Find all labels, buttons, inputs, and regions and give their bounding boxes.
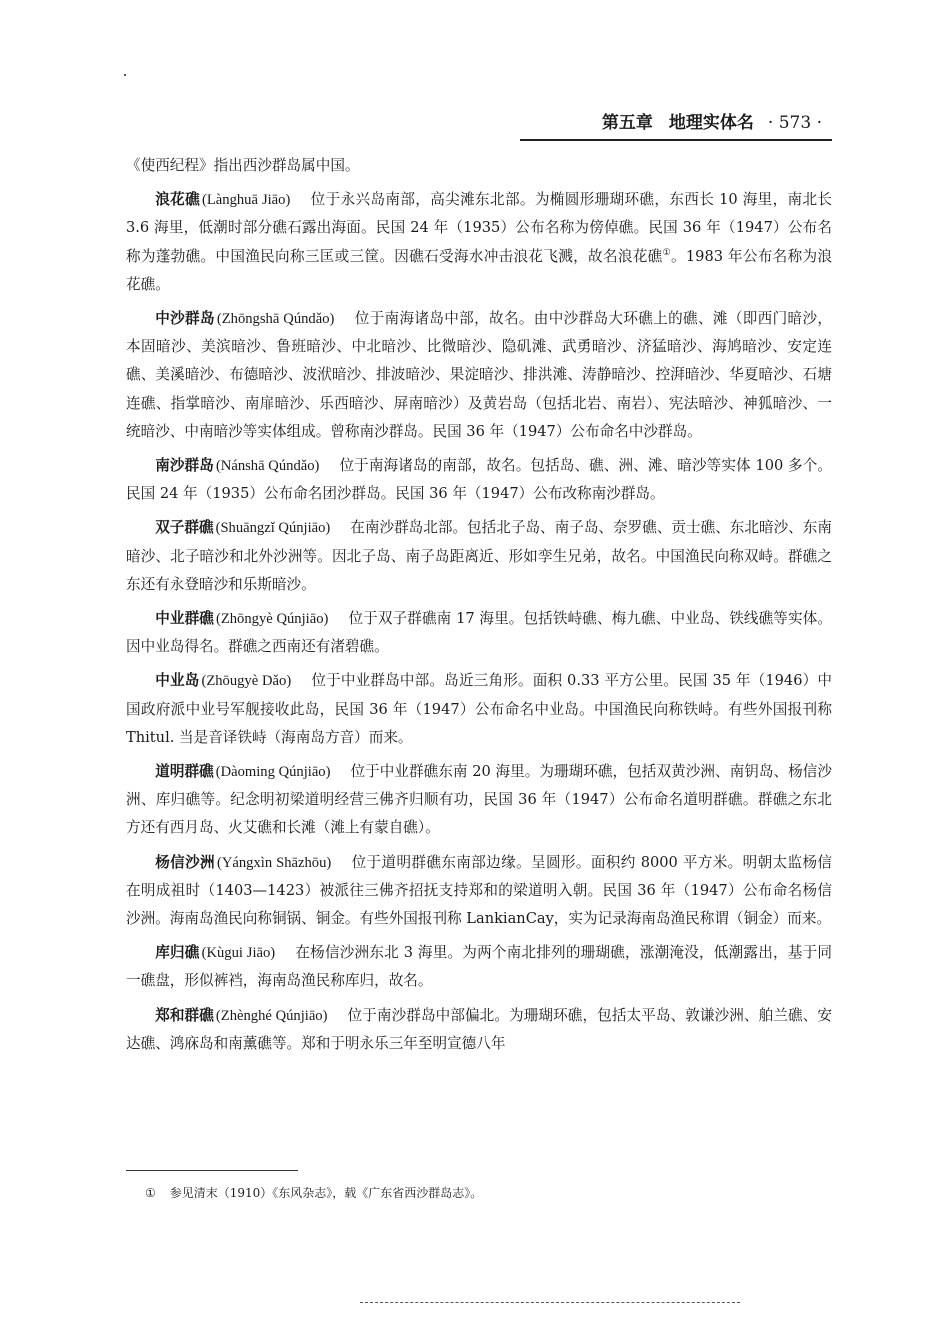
entry-pinyin: (Dàoming Qúnjiāo) [215,764,331,781]
entry-shuangzi-qunjiao [126,514,832,599]
section-title: 地理实体名 [668,113,754,133]
entry-pinyin: (Zhōngshā Qúndǎo) [216,311,335,328]
entry-nansha-qundao [126,452,832,508]
header-rule [520,139,832,141]
scan-artifact-line [360,1302,740,1303]
entry-text: 位于双子群礁南 17 海里。包括铁峙礁、梅九礁、中业岛、铁线礁等实体。因中业岛得名。群礁之西南还有渚碧礁。 [126,610,832,656]
entry-term: 中沙群岛 [155,310,215,328]
scan-speck [124,74,126,76]
footnote-text: 参见清末（1910）《东风杂志》，载《广东省西沙群岛志》。 [169,1186,483,1200]
entry-pinyin: (Shuāngzǐ Qúnjiāo) [215,520,331,537]
entry-term: 库归礁 [155,944,200,962]
footnote-ref[interactable]: ① [662,247,671,258]
entry-daoming-qunjiao [126,758,832,843]
chapter-label: 第五章 [601,113,653,133]
entry-zhongsha-qundao [126,305,832,446]
entry-pinyin: (Nánshā Qúndǎo) [215,458,320,475]
entry-text: 位于中业群礁东南 20 海里。为珊瑚环礁，包括双黄沙洲、南钥岛、杨信沙洲、库归礁等。纪念明初梁道明经营三佛齐归顺有功，民国 36 年（1947）公布命名道明群礁。群礁之东北方还有西月岛、火艾礁和长滩（滩上有蒙自礁）。 [126,763,832,837]
entry-pinyin: (Zhènghé Qúnjiāo) [215,1007,328,1024]
footnote [145,1184,482,1201]
entry-pinyin: (Zhōugyè Dǎo) [201,673,292,690]
entry-term: 浪花礁 [155,191,201,209]
footnote-marker: ① [145,1186,156,1200]
running-header [602,108,822,133]
entry-term: 中业群礁 [155,610,214,628]
entry-text: 位于南海诸岛中部，故名。由中沙群岛大环礁上的礁、滩（即西门暗沙，本固暗沙、美滨暗沙、鲁班暗沙、中北暗沙、比微暗沙、隐矶滩、武勇暗沙、济猛暗沙、海鸠暗沙、安定连礁、美溪暗沙、布德暗沙、波洑暗沙、排波暗沙、果淀暗沙、排洪滩、涛静暗沙、控湃暗沙、华夏暗沙、石塘连礁、指掌暗沙、南扉暗沙、乐西暗沙、屏南暗沙）及黄岩岛（包括北岩、南岩）、宪法暗沙、神狐暗沙、一统暗沙、中南暗沙等实体组成。曾称南沙群岛。民国 36 年（1947）公布命名中沙群岛。 [126,310,832,440]
entry-text-cont: 。1983 年公布名称为浪花礁。 [126,247,832,293]
entry-text: 位于南沙群岛中部偏北。为珊瑚环礁，包括太平岛、敦谦沙洲、舶兰礁、安达礁、鸿庥岛和南薰礁等。郑和于明永乐三年至明宣德八年 [126,1006,832,1052]
entry-langhua-jiao [126,186,832,299]
entry-zhenghe-qunjiao [126,1002,832,1058]
entry-yangxin-shazhou [126,849,832,934]
entry-term: 双子群礁 [155,519,214,537]
entry-zhongye-dao [126,667,832,752]
entry-pinyin: (Zhōngyè Qúnjiāo) [215,611,329,628]
entry-zhongye-qunjiao [126,605,832,661]
entry-text: 在杨信沙洲东北 3 海里。为两个南北排列的珊瑚礁，涨潮淹没，低潮露出，基于同一礁盘，形似裤裆，海南岛渔民称库归，故名。 [126,944,832,990]
entry-text: 位于南海诸岛的南部，故名。包括岛、礁、洲、滩、暗沙等实体 100 多个。民国 24 年（1935）公布命名团沙群岛。民国 36 年（1947）公布改称南沙群岛。 [126,457,832,503]
entry-text: 在南沙群岛北部。包括北子岛、南子岛、奈罗礁、贡士礁、东北暗沙、东南暗沙、北子暗沙和北外沙洲等。因北子岛、南子岛距离近、形如孪生兄弟，故名。中国渔民向称双峙。群礁之东还有永登暗沙和乐斯暗沙。 [126,519,832,593]
entry-term: 中业岛 [155,672,200,690]
entry-term: 南沙群岛 [155,457,214,475]
entry-text: 位于中业群岛中部。岛近三角形。面积 0.33 平方公里。民国 35 年（1946）中国政府派中业号军舰接收此岛，民国 36 年（1947）公布命名中业岛。中国渔民向称铁峙。有些外国报刊称 Thitul. 当是音译铁峙（海南岛方音）而来。 [126,672,832,746]
entry-text: 位于永兴岛南部，高尖滩东北部。为椭圆形珊瑚环礁，东西长 10 海里，南北长 3.6 海里，低潮时部分礁石露出海面。民国 24 年（1935）公布名称为傍倬礁。民国 36 年（1947）公布名称为蓬勃礁。中国渔民向称三匡或三筐。因礁石受海水冲击浪花飞溅，故名浪花礁 [126,191,833,265]
entry-term: 杨信沙洲 [155,853,215,871]
entry-kugui-jiao [126,939,832,995]
entry-term: 郑和群礁 [155,1006,214,1024]
footnote-rule [126,1170,298,1171]
body-text [126,152,832,1064]
entry-pinyin: (Kùgui Jiāo) [201,945,276,962]
page-number: · 573 · [767,113,822,133]
entry-pinyin: (Yángxìn Shāzhōu) [217,854,332,871]
entry-text: 位于道明群礁东南部边缘。呈圆形。面积约 8000 平方米。明朝太监杨信在明成祖时（1403—1423）被派往三佛齐招抚支持郑和的梁道明入朝。民国 36 年（1947）公布命名杨信沙洲。海南岛渔民向称铜锅、铜金。有些外国报刊称 LankianCay，实为记录海南岛渔民称谓（铜金）而来。 [126,853,832,928]
entry-pinyin: (Lànghuā Jiāo) [202,192,291,209]
paragraph-intro: 《使西纪程》指出西沙群岛属中国。 [126,157,360,174]
entry-term: 道明群礁 [155,763,214,781]
